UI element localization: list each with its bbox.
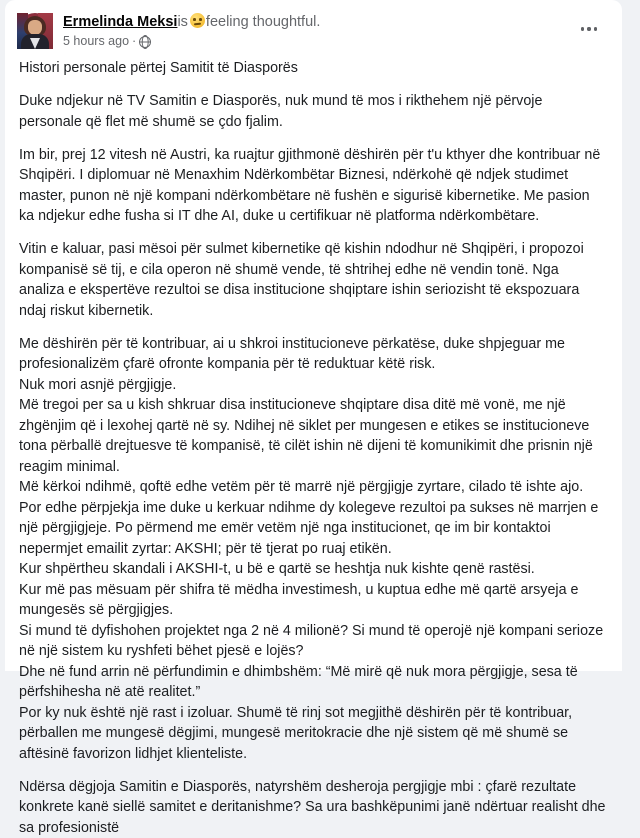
post-paragraph: Vitin e kaluar, pasi mësoi për sulmet kibernetike që kishin ndodhur në Shqipëri, i propozoi kompanisë së tij, e cila operon në shumë vende, të shtrihej edhe në vendin tonë. Nga analiza e ekspertëve rezultoi se disa institucione shqiptare ishin seriozisht të ekspozuara ndaj riskut kibernetik.: [19, 239, 606, 321]
more-options-dot: [581, 27, 584, 30]
post-header-text: [63, 12, 612, 50]
post-paragraph: Kur më pas mësuam për shifra të mëdha investimesh, u kuptua edhe më qartë arsyeja e mungesës së përgjigjes.: [19, 580, 606, 621]
post-byline: [63, 13, 612, 32]
post-paragraph: Me dëshirën për të kontribuar, ai u shkroi institucioneve përkatëse, duke shpjeguar me profesionalizëm çfarë ofronte kompania për të reduktuar këtë risk.: [19, 334, 606, 375]
emoji-mouth: [194, 23, 201, 26]
more-options-dot: [594, 27, 597, 30]
post-paragraph: Dhe në fund arrin në përfundimin e dhimbshëm: “Më mirë që nuk mora përgjigje, sesa të përfshihesha në atë realitet.”: [19, 662, 606, 703]
avatar[interactable]: [17, 13, 53, 49]
globe-icon[interactable]: [139, 36, 151, 48]
post-timestamp[interactable]: 5 hours ago: [63, 33, 129, 50]
feeling-text: feeling thoughtful.: [206, 14, 320, 30]
author-name-link[interactable]: Ermelinda Meksi: [63, 14, 177, 30]
post-paragraph: Ndërsa dëgjoja Samitin e Diasporës, natyrshëm desheroja pergjigje mbi : çfarë rezultate konkrete kanë siellë samitet e deritanishme? Sa ura bashkëpunimi janë ndërtuar realisht dhe sa profesionistë: [19, 777, 606, 838]
post-paragraph: Por edhe përpjekja ime duke u kerkuar ndihme dy kolegeve rezultoi pa sukses në marrjen e një përgjigjeje. Po përmend me emër vetëm një nga institucionet, qe im bir kontaktoi nepermjet emailit zyrtar: AKSHI; për të tjerat po ruaj etikën.: [19, 498, 606, 560]
post-meta: [63, 33, 612, 50]
more-options-dot: [587, 27, 590, 30]
avatar-face: [28, 20, 42, 35]
facebook-post-card: [5, 0, 622, 671]
post-paragraph: Im bir, prej 12 vitesh në Austri, ka ruajtur gjithmonë dëshirën për t'u kthyer dhe kontribuar në Shqipëri. I diplomuar në Menaxhim Ndërkombëtar Biznesi, ndërkohë që ndjek studimet master, punon në një kompani ndërkombëtare në fushën e sigurisë kibernetike. Me pasion ka ndjekur edhe fusha si IT dhe AI, duke u certifikuar në platforma ndërkombëtare.: [19, 145, 606, 227]
post-paragraph: Nuk mori asnjë përgjigje.: [19, 375, 606, 396]
post-paragraph: Por ky nuk është një rast i izoluar. Shumë të rinj sot megjithë dëshirën për të kontribuar, përballen me mungesë dëgjimi, mungesë meritokracie dhe një sistem që më shumë se aftësinë favorizon lidhjet klienteliste.: [19, 703, 606, 765]
post-paragraph: Si mund të dyfishohen projektet nga 2 në 4 milionë? Si mund të operojë një kompani serioze në një sistem ku ryshfeti bëhet pjesë e lojës?: [19, 621, 606, 662]
meta-separator: ·: [132, 33, 136, 50]
pensive-face-emoji: [190, 13, 205, 28]
post-paragraph: Më tregoi per sa u kish shkruar disa institucioneve shqiptare disa ditë më vonë, me një zhgënjim që i lexohej qartë në sy. Ndihej në siklet per mungesen e etikes se institucioneve tona përballë drejtuesve të kompanisë, të cilët ishin në dijeni të komunikimit dhe prisnin një reagim minimal.: [19, 395, 606, 477]
post-paragraph: Kur shpërtheu skandali i AKSHI-t, u bë e qartë se heshtja nuk kishte qenë rastësi.: [19, 559, 606, 580]
post-paragraph: Duke ndjekur në TV Samitin e Diasporës, nuk mund të mos i rikthehem një përvoje personale që flet më shumë se çdo fjalim.: [19, 91, 606, 132]
post-paragraph: Më kërkoi ndihmë, qoftë edhe vetëm për të marrë një përgjigje zyrtare, cilado të ishte ajo.: [19, 477, 606, 498]
post-paragraph: Histori personale përtej Samitit të Diasporës: [19, 58, 606, 79]
post-body: [5, 50, 622, 838]
page-gutter: [622, 0, 640, 671]
byline-is-word: is: [177, 14, 187, 30]
post-header: [5, 0, 622, 50]
more-options-button[interactable]: [574, 19, 604, 39]
